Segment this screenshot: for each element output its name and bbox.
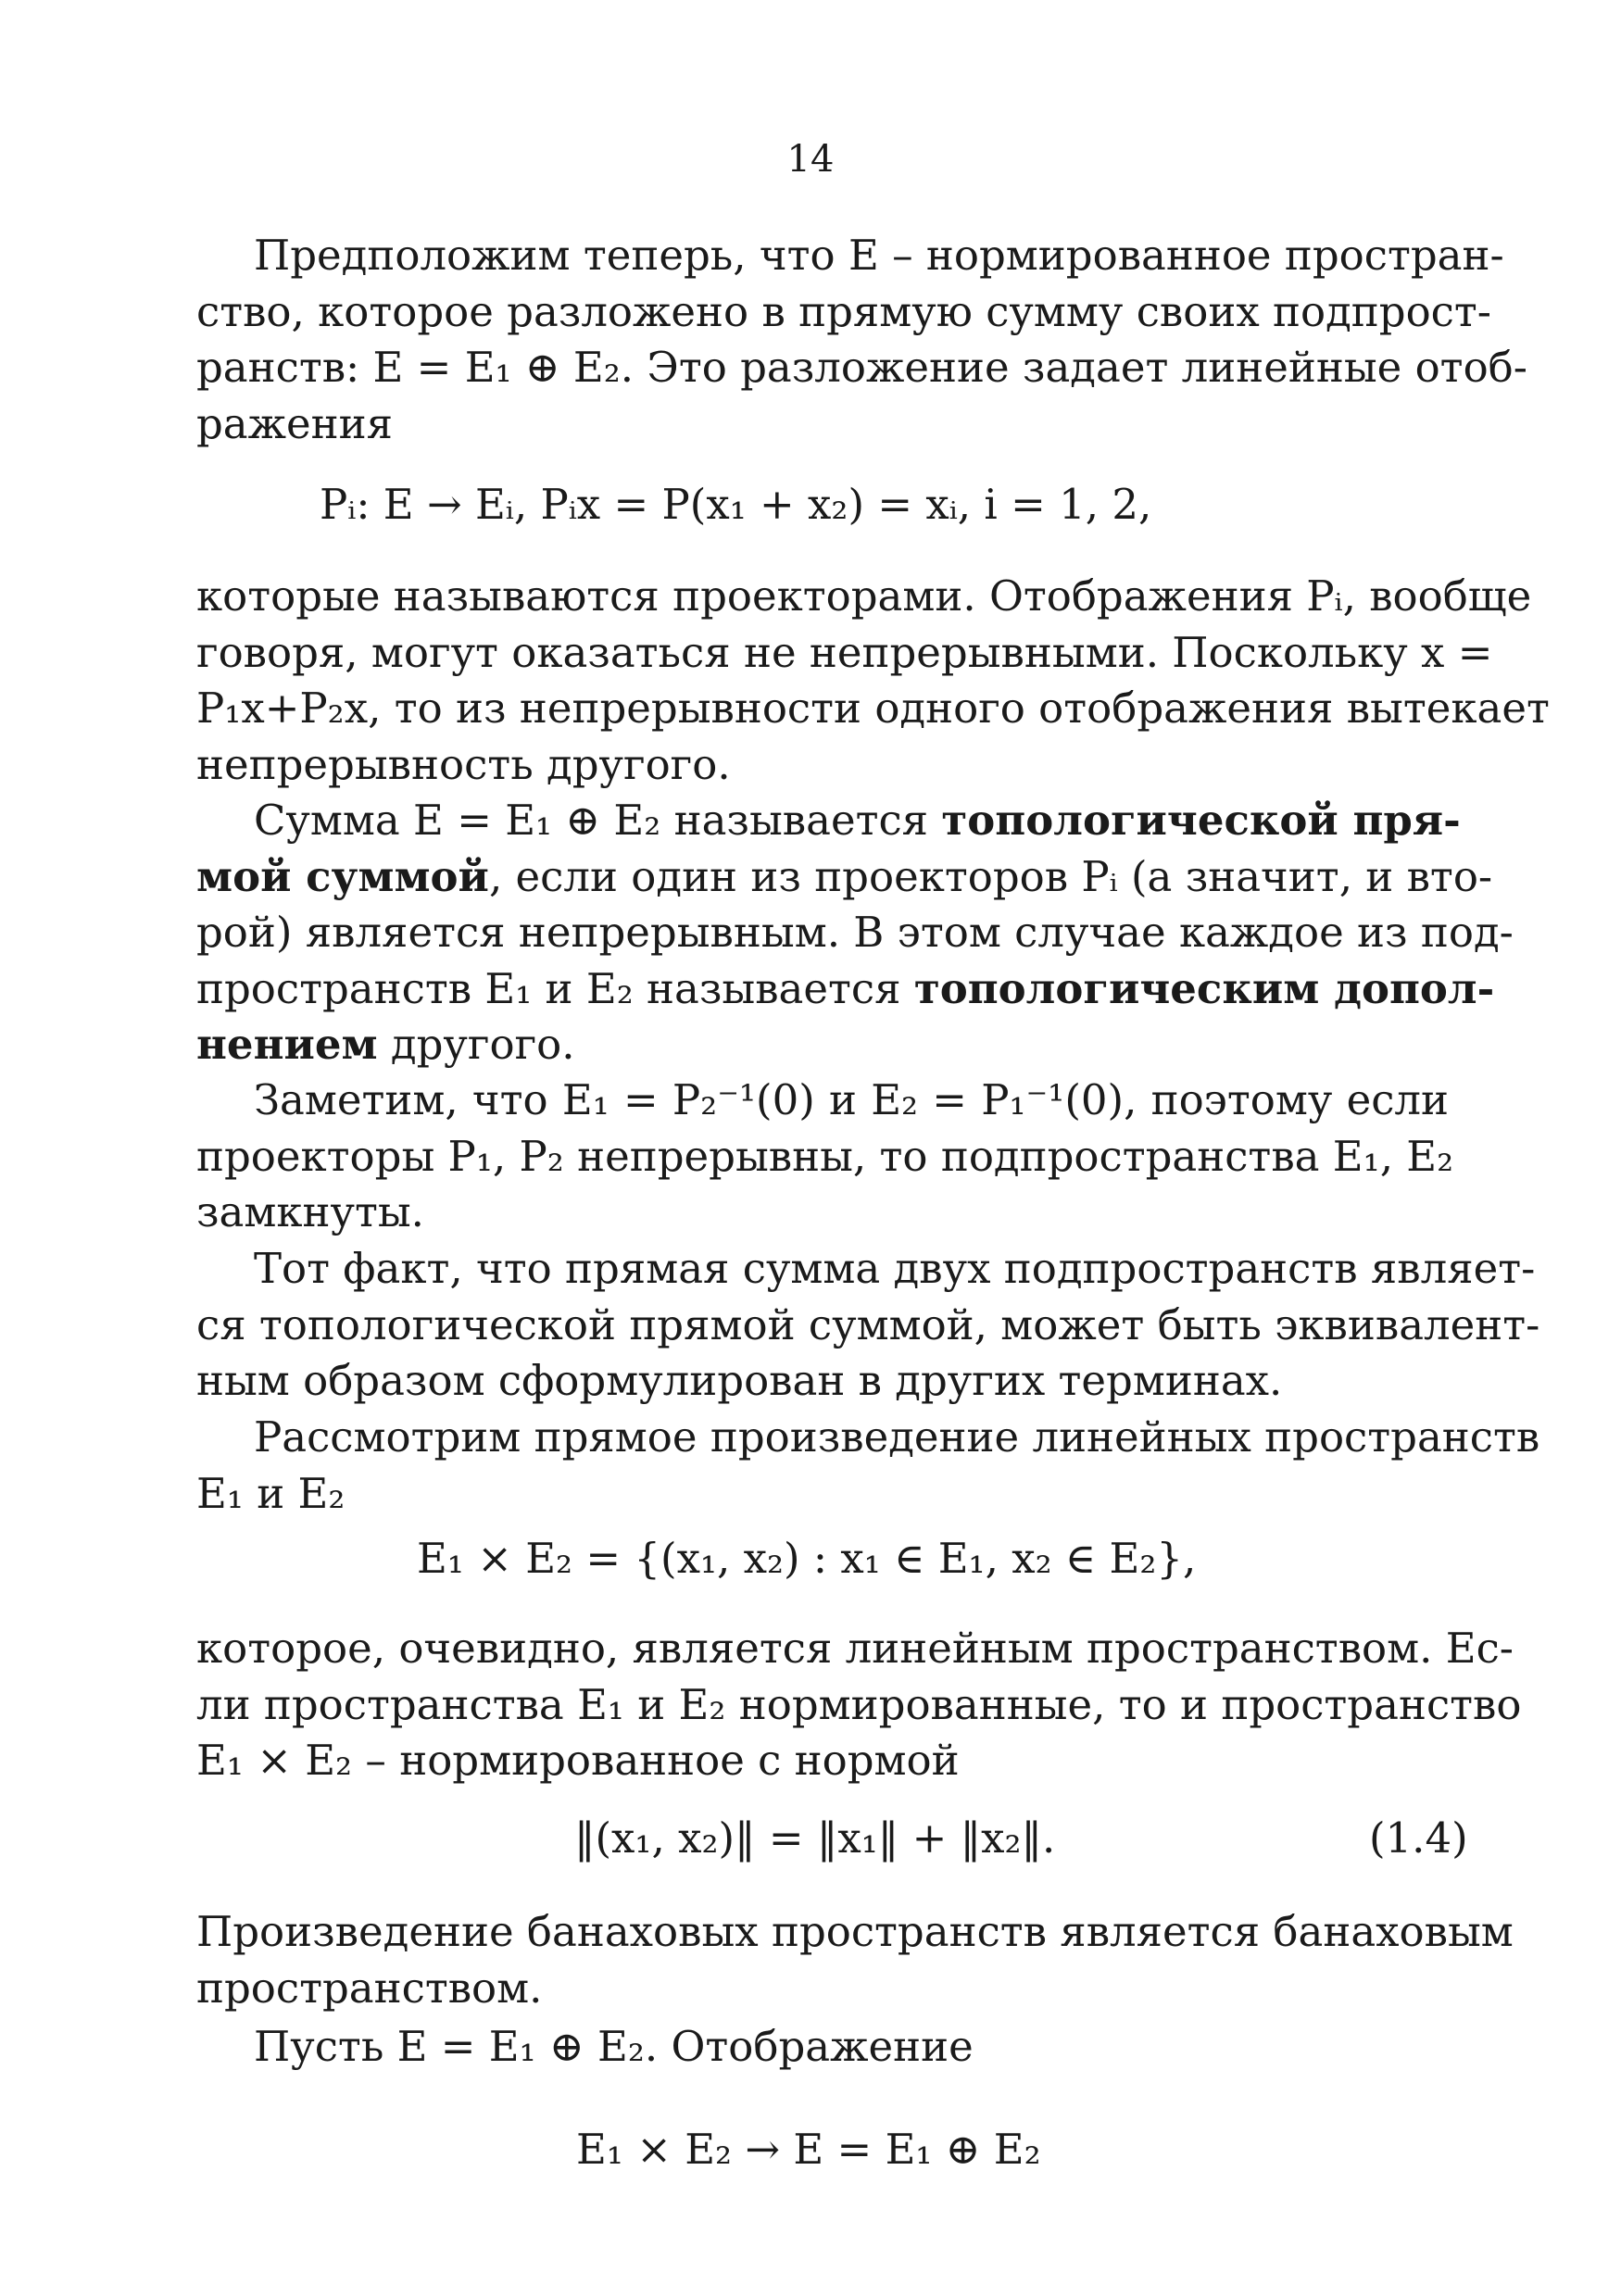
text-line: Тот факт, что прямая сумма двух подпространств являет-: [254, 1244, 1536, 1293]
term-topological-direct-sum: топологической пря-: [941, 796, 1461, 845]
paragraph-9: [196, 2019, 1449, 2076]
text-line: ранств: E = E₁ ⊕ E₂. Это разложение задает линейные отоб-: [196, 343, 1527, 392]
text-line: Рассмотрим прямое произведение линейных пространств: [254, 1412, 1540, 1462]
equation-projectors: Pᵢ: E → Eᵢ, Pᵢx = P(x₁ + x₂) = xᵢ, i = 1, 2,: [320, 480, 1152, 529]
text-line: непрерывность другого.: [196, 739, 731, 789]
page-number: 14: [786, 138, 835, 181]
text-run: другого.: [377, 1020, 575, 1069]
text-line: Предположим теперь, что E – нормированное простран-: [254, 231, 1504, 280]
paragraph-7: [196, 1621, 1522, 1789]
text-line: проекторы P₁, P₂ непрерывны, то подпространства E₁, E₂: [196, 1131, 1454, 1181]
equation-norm: ‖(x₁, x₂)‖ = ‖x₁‖ + ‖x₂‖.: [574, 1813, 1056, 1863]
text-line: E₁ и E₂: [196, 1468, 346, 1518]
paragraph-5: [196, 1241, 1540, 1410]
text-line: говоря, могут оказаться не непрерывными. Поскольку x =: [196, 627, 1493, 677]
text-line: ли пространства E₁ и E₂ нормированные, то и пространство: [196, 1679, 1522, 1729]
text-line: [196, 793, 1461, 849]
paragraph-4: [196, 1073, 1454, 1241]
text-line: ство, которое разложено в прямую сумму своих подпрост-: [196, 286, 1491, 336]
term-topological-complement-cont: нением: [196, 1020, 378, 1069]
equation-direct-product: E₁ × E₂ = {(x₁, x₂) : x₁ ∈ E₁, x₂ ∈ E₂},: [417, 1534, 1197, 1583]
text-line: ражения: [196, 398, 394, 448]
text-line: рой) является непрерывным. В этом случае каждое из под-: [196, 908, 1514, 957]
paragraph-8: [196, 1904, 1514, 2016]
paragraph-6: [196, 1410, 1540, 1522]
term-topological-complement: топологическим допол-: [913, 963, 1495, 1013]
paragraph-3: [196, 793, 1514, 1073]
text-line: которое, очевидно, является линейным пространством. Ес-: [196, 1624, 1514, 1673]
text-line: [196, 1017, 1449, 1073]
text-line: [196, 849, 1493, 906]
text-line: E₁ × E₂ – нормированное с нормой: [196, 1736, 960, 1785]
text-line: которые называются проекторами. Отображения Pᵢ, вообще: [196, 571, 1532, 621]
text-line: [196, 961, 1495, 1018]
text-run: Сумма E = E₁ ⊕ E₂ называется: [254, 796, 942, 845]
text-line: ным образом сформулирован в других терминах.: [196, 1356, 1283, 1405]
text-run: , если один из проекторов Pᵢ (а значит, и вто-: [488, 851, 1493, 901]
paragraph-1: [196, 228, 1527, 452]
text-line: Произведение банаховых пространств является банаховым: [196, 1907, 1514, 1956]
text-run: пространств E₁ и E₂ называется: [196, 963, 914, 1013]
text-line: Заметим, что E₁ = P₂⁻¹(0) и E₂ = P₁⁻¹(0), поэтому если: [254, 1075, 1449, 1124]
term-topological-direct-sum-cont: мой суммой: [196, 851, 489, 901]
text-line: ся топологической прямой суммой, может быть эквивалент-: [196, 1299, 1540, 1349]
text-line: P₁x+P₂x, то из непрерывности одного отображения вытекает: [196, 684, 1550, 733]
equation-number: (1.4): [1369, 1813, 1468, 1863]
text-line: Пусть E = E₁ ⊕ E₂. Отображение: [254, 2022, 974, 2071]
text-line: пространством.: [196, 1963, 543, 2013]
equation-mapping: E₁ × E₂ → E = E₁ ⊕ E₂: [576, 2125, 1041, 2174]
paragraph-2: [196, 569, 1550, 793]
text-line: замкнуты.: [196, 1187, 424, 1236]
